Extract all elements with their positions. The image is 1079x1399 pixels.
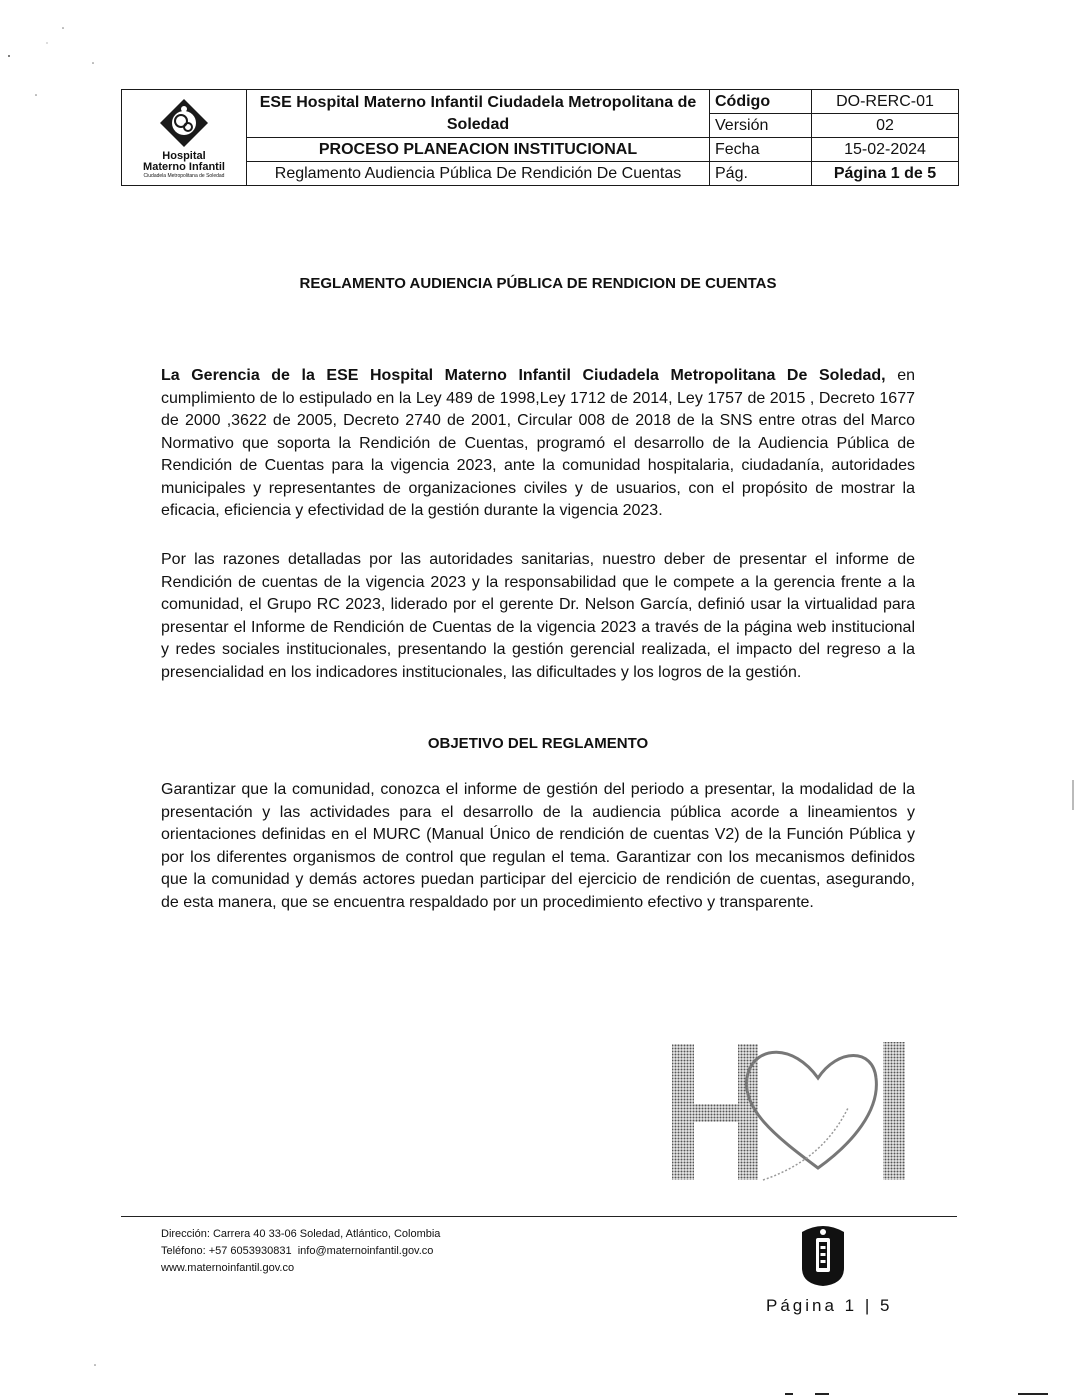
code-value: DO-RERC-01 — [812, 90, 959, 114]
version-label: Versión — [710, 114, 812, 138]
page-value: Página 1 de 5 — [812, 162, 959, 186]
document-header-table — [121, 89, 959, 186]
footer-divider — [121, 1216, 957, 1217]
intro-paragraph-rest: en cumplimiento de lo estipulado en la Ley 489 de 1998,Ley 1712 de 2014, Ley 1757 de 2015 , Decreto 1677 de 2000 ,3622 de 2005, Decreto 2740 de 2001, Circular 008 de 2018 de la SNS entre otras del Marco Normativo que soporta la Rendición de Cuentas, programó el desarrollo de la Audiencia Pública de Rendición de Cuentas para la vigencia 2023, ante la comunidad hospitalaria, ciudadanía, autoridades municipales y representantes de organizaciones civiles y de usuarios, con el propósito de mostrar la eficacia, eficiencia y efectividad de la gestión durante la vigencia 2023. — [161, 367, 915, 519]
logo-line-1: Hospital — [162, 149, 206, 162]
page-label: Pág. — [710, 162, 812, 186]
footer-phone: Teléfono: +57 6053930831 — [161, 1245, 292, 1257]
footer-address: Dirección: Carrera 40 33-06 Soledad, Atlántico, Colombia — [161, 1228, 441, 1240]
process-name: PROCESO PLANEACION INSTITUCIONAL — [247, 138, 710, 162]
footer-page-number: Página 1 | 5 — [766, 1296, 893, 1315]
logo-line-3: Ciudadela Metropolitana de Soledad — [143, 172, 225, 179]
logo-line-2: Materno Infantil — [143, 160, 225, 173]
section-title-objective: OBJETIVO DEL REGLAMENTO — [427, 735, 649, 752]
institution-name: ESE Hospital Materno Infantil Ciudadela Metropolitana de Soledad — [247, 90, 710, 138]
objective-paragraph: Garantizar que la comunidad, conozca el informe de gestión del periodo a presentar, la modalidad de la presentación y las actividades para el desarrollo de la audiencia pública acorde a lineamientos y orientaciones definidas en el MURC (Manual Único de rendición de cuentas V2) de la Función Pública y por los diferentes organismos de control que regulan el tema. Garantizar con los mecanismos definidos que la comunidad y demás actores puedan participar del ejercicio de rendición de cuentas, asegurando, de esta manera, que se encuentra respaldado por un procedimiento efectivo y transparente. — [161, 781, 915, 911]
soledad-seal-icon — [796, 1222, 850, 1288]
intro-paragraph-lead: La Gerencia de la ESE Hospital Materno Infantil Ciudadela Metropolitana De Soledad, — [161, 367, 886, 384]
version-value: 02 — [812, 114, 959, 138]
document-name: Reglamento Audiencia Pública De Rendición De Cuentas — [247, 162, 710, 186]
footer-contact — [161, 1226, 440, 1277]
date-value: 15-02-2024 — [812, 138, 959, 162]
hospital-emblem-icon — [158, 97, 210, 149]
footer-phone-email — [161, 1243, 440, 1260]
document-title: REGLAMENTO AUDIENCIA PÚBLICA DE RENDICION DE CUENTAS — [299, 275, 777, 292]
footer-website: www.maternoinfantil.gov.co — [161, 1262, 295, 1274]
date-label: Fecha — [710, 138, 812, 162]
hospital-logo — [122, 90, 247, 186]
intro-paragraph — [161, 365, 915, 523]
reasons-paragraph: Por las razones detalladas por las autoridades sanitarias, nuestro deber de presentar el informe de Rendición de cuentas de la vigencia 2023 y la responsabilidad que le compete a la gerencia frente a la comunidad, el Grupo RC 2023, liderado por el gerente Dr. Nelson García, definió usar la virtualidad para presentar el Informe de Rendición de Cuentas de la vigencia 2023 a través de la página web institucional y redes sociales institucionales, presentando la gestión gerencial realizada, el impacto del regreso a la presencialidad en los indicadores institucionales, las dificultades y los logros de la gestión. — [161, 551, 915, 681]
footer-email: info@maternoinfantil.gov.co — [297, 1245, 434, 1257]
code-label: Código — [710, 90, 812, 114]
hmi-heart-logo-icon — [668, 1038, 910, 1188]
